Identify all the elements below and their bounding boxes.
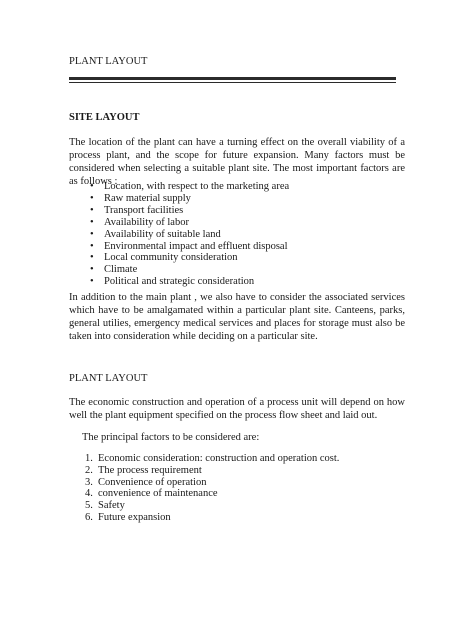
list-text: Safety [98, 500, 125, 512]
list-item [85, 465, 339, 477]
list-item [85, 512, 339, 524]
list-item: • Environmental impact and effluent disposal [90, 241, 289, 253]
list-item: • Transport facilities [90, 205, 289, 217]
list-number: 6. [85, 511, 93, 523]
list-item: • Location, with respect to the marketing area [90, 181, 289, 193]
site-layout-heading: SITE LAYOUT [69, 112, 140, 123]
plant-factors-list [85, 453, 339, 524]
list-text: convenience of maintenance [98, 488, 218, 500]
list-number: 2. [85, 464, 93, 476]
list-item: • Local community consideration [90, 252, 289, 264]
list-item: • Climate [90, 264, 289, 276]
list-item [85, 453, 339, 465]
page-header-title: PLANT LAYOUT [69, 56, 148, 67]
plant-layout-intro: The economic construction and operation of a process unit will depend on how well the plant equipment specified on the process flow sheet and laid out. [69, 397, 405, 422]
list-item: • Political and strategic consideration [90, 276, 289, 288]
list-item: • Availability of suitable land [90, 229, 289, 241]
site-layout-intro: The location of the plant can have a turning effect on the overall viability of a process plant, and the scope for future expansion. Many factors must be considered when selecting a suitable plant site. The most important factors are as follows : [69, 137, 405, 188]
site-layout-additional: In addition to the main plant , we also have to consider the associated services which have to be amalgamated within a particular plant site. Canteens, parks, general utilies, emergency medical services and places for storage must also be taken into consideration while deciding on a particular site. [69, 292, 405, 343]
list-number: 5. [85, 500, 93, 512]
list-item [85, 488, 339, 500]
list-item [85, 477, 339, 489]
site-factors-list [90, 181, 289, 288]
list-number: 4. [85, 488, 93, 500]
header-rule-thick [69, 77, 396, 80]
list-number: 1. [85, 453, 93, 464]
plant-layout-heading: PLANT LAYOUT [69, 373, 148, 384]
list-item [85, 500, 339, 512]
list-text: Convenience of operation [98, 476, 207, 488]
header-rule-thin [69, 82, 396, 83]
list-number: 3. [85, 476, 93, 488]
list-text: Future expansion [98, 511, 171, 523]
principal-factors-heading: The principal factors to be considered are: [82, 432, 260, 443]
list-text: Economic consideration: construction and operation cost. [98, 453, 340, 464]
list-item: • Availability of labor [90, 217, 289, 229]
list-text: The process requirement [98, 464, 202, 476]
list-item: • Raw material supply [90, 193, 289, 205]
